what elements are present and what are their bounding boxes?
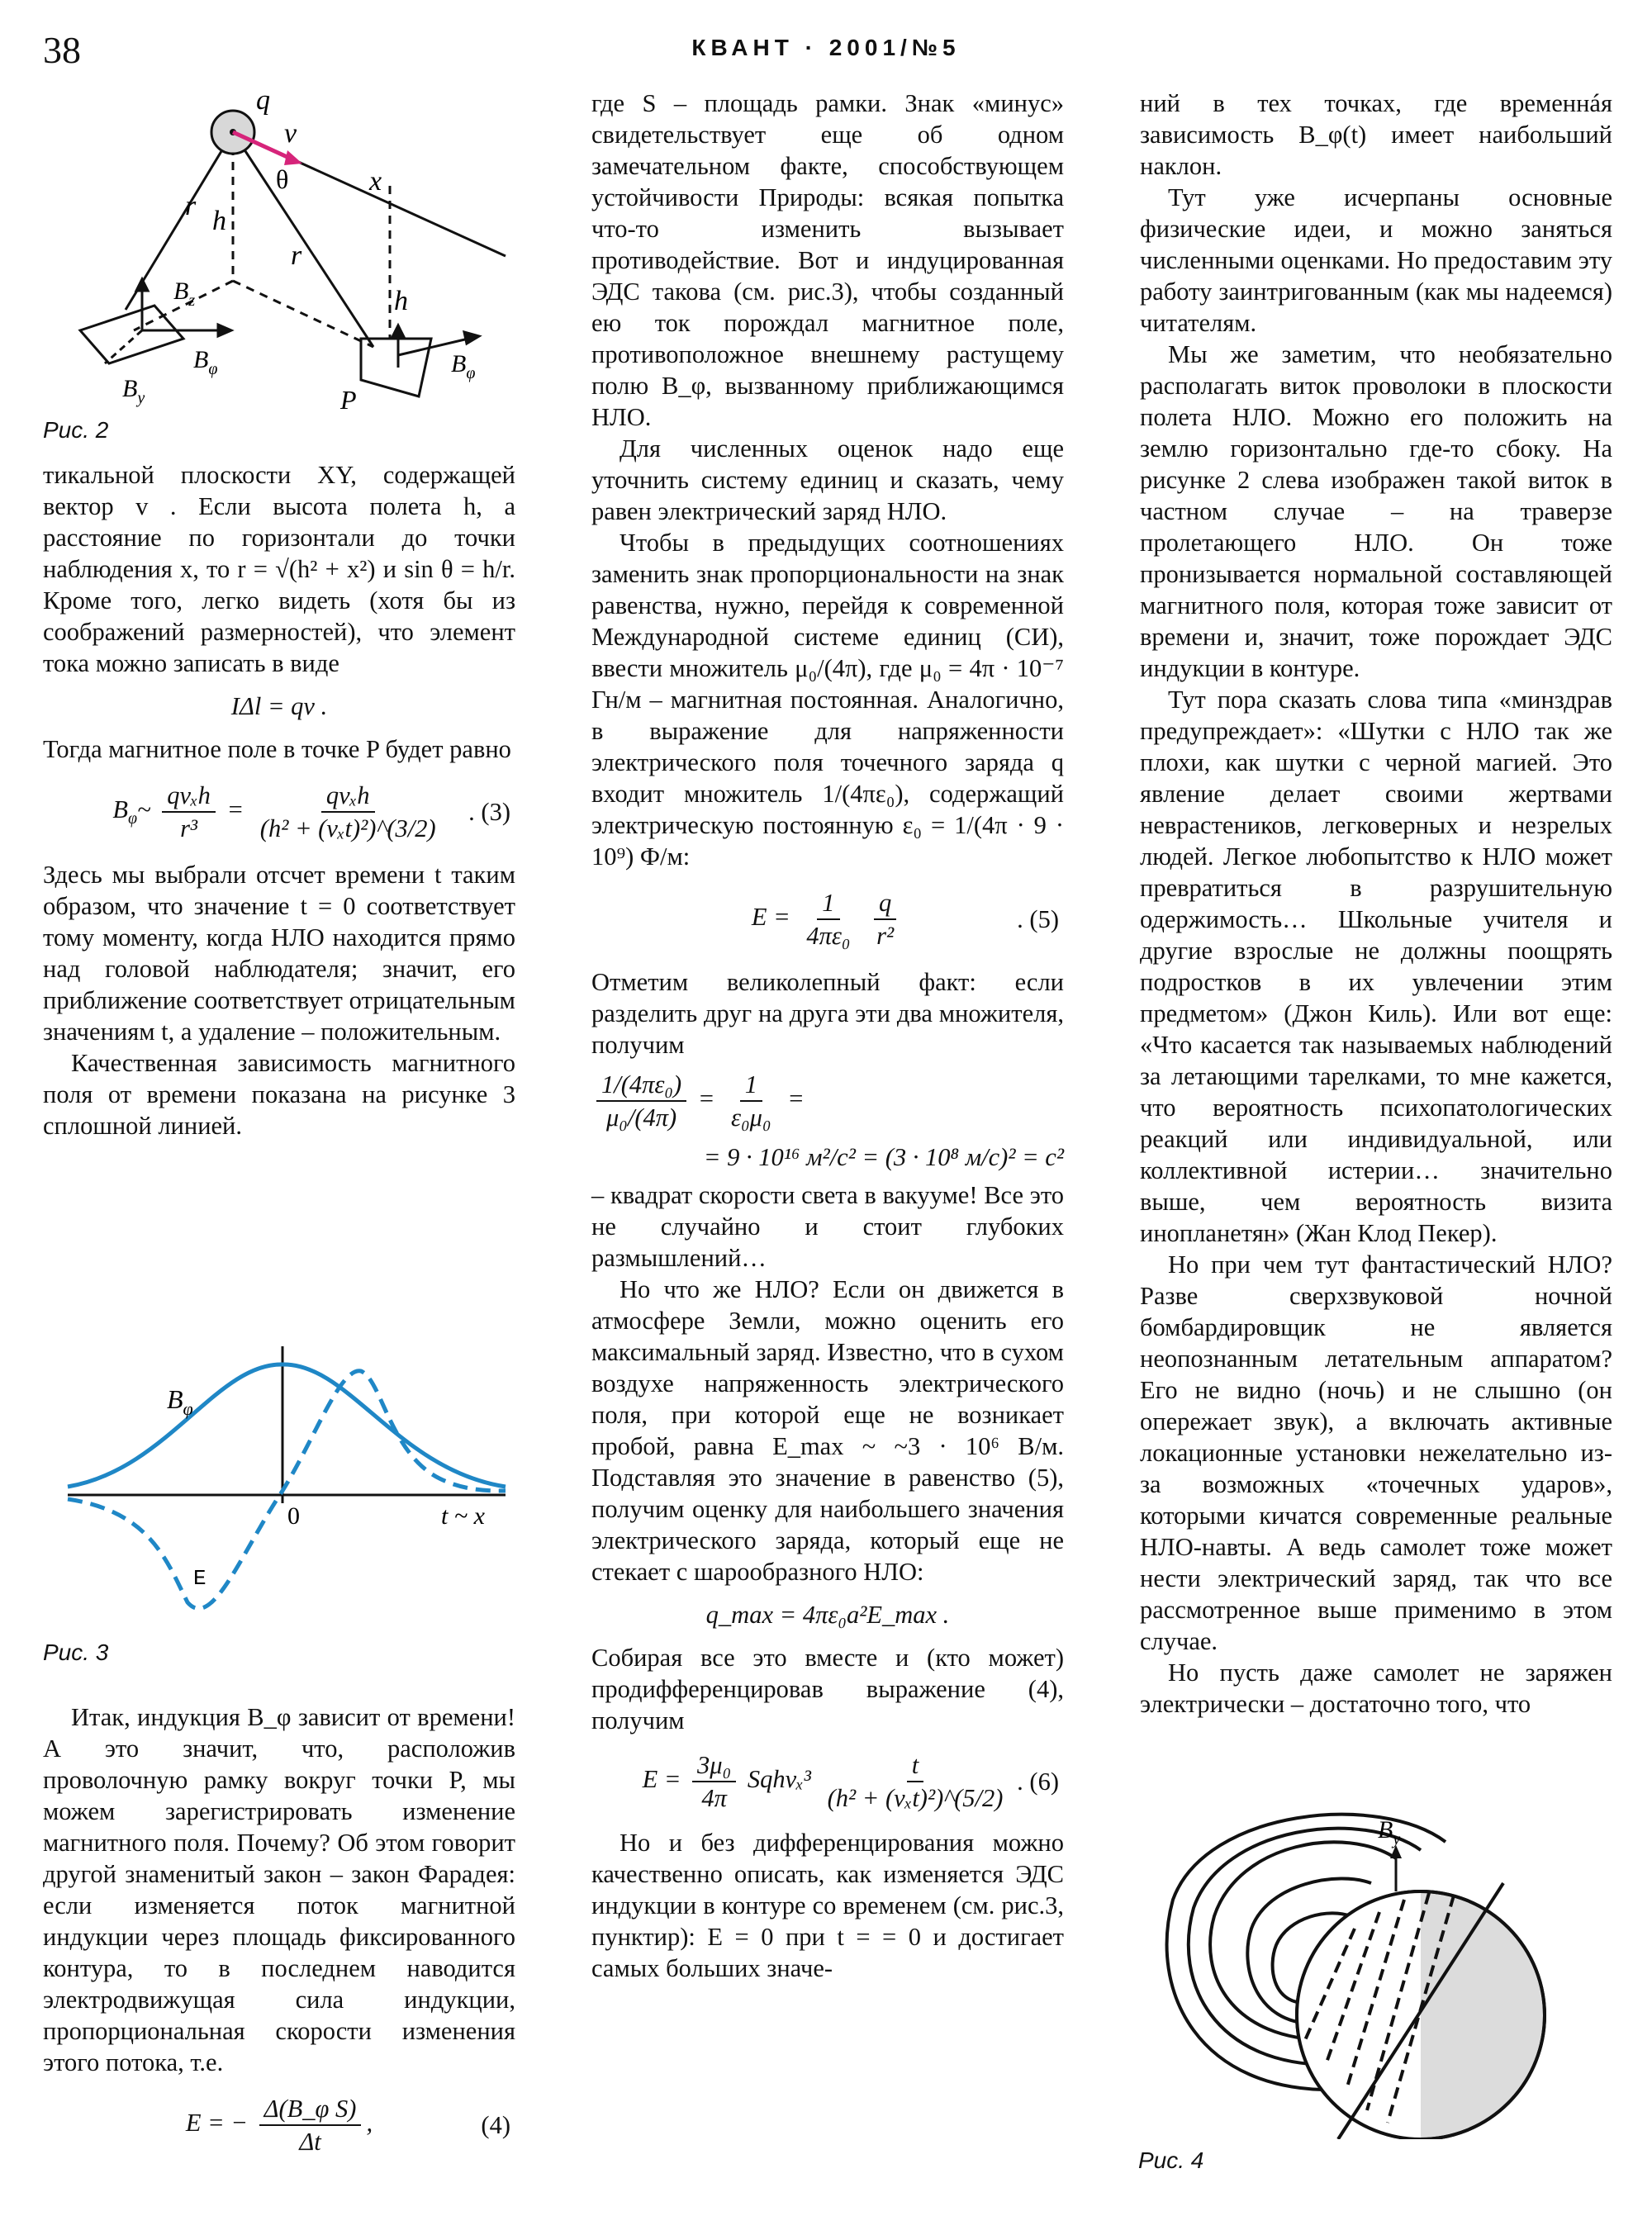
fig2-label-v: v: [284, 118, 297, 149]
c3-p4: Тут пора сказать слова типа «минздрав предупреждает»: «Шутки с НЛО так же плохи, как шутки с черной магией. Это явление делает своими жертвами неврастеников, легковерных и незрелых людей. Легкое любопытство к НЛО может превратиться в разрушительную одержимость… Школьные учителя и другие взрослые не должны поощрять подростков в их увлечении этим предметом» (Джон Киль). Или вот еще: «Что касается так называемых наблюдений за летающими тарелками, то мне кажется, что вероятность психопатологических реакций или индивидуальной, или коллективной истерии… значительно выше, чем вероятность визита инопланетян» (Жан Клод Пекер).: [1140, 686, 1612, 1247]
fig2-label-bphi1: $B_\varphi$: [193, 346, 218, 378]
eq-ratio-line2: = 9 · 10¹⁶ м²/с² = (3 · 10⁸ м/с)² = c²: [703, 1143, 1064, 1171]
fig2-label-q: q: [256, 85, 270, 116]
c1-p5: Итак, индукция B_φ зависит от времени! А это значит, что, расположив проволочную рамку вокруг точки P, мы можем зарегистрировать изменение магнитного поля. Почему? Об этом говорит другой знаменитый закон – закон Фарадея: если изменяется поток магнитной индукции через площадь фиксированного контура, то в последнем наводится электродвижущая сила индукции, пропорциональная скорости изменения этого потока, т.е.: [43, 1703, 515, 2076]
c3-p1: ний в тех точках, где временнáя зависимость B_φ(t) имеет наибольший наклон.: [1140, 89, 1612, 180]
eq-6: Ε = $\frac{\text{3μ₀}}{4\pi}$ Sqhvₓ³ $\frac{t}{\text{(h² + (vₓt)²)\textasciicircum{}(5/2)}}$ . (6): [642, 1751, 1059, 1812]
c1-p2: Тогда магнитное поле в точке P будет равно: [43, 735, 511, 763]
c3-p3: Мы же заметим, что необязательно располагать виток проволоки в плоскости полета НЛО. Можно его положить на землю горизонтально где-то сбоку. На рисунке 2 слева изображен такой виток в частном случае – на траверзе пролетающего НЛО. Он тоже пронизывается нормальной составляющей магнитного поля, которая тоже зависит от времени и, значит, тоже порождает ЭДС индукции в контуре.: [1140, 340, 1612, 682]
fig4-label-b: $B_y$: [1378, 1816, 1401, 1848]
eq-4: Ε = − $\frac{\text{Δ(B\_φ S)}}{\Delta t}$ , (4): [185, 2095, 510, 2156]
fig3-label-zero: 0: [287, 1502, 300, 1530]
journal-header: КВАНТ · 2001/№5: [691, 35, 961, 60]
fig2-label-r2: r: [291, 240, 302, 271]
fig3-label-e: Ε: [193, 1566, 206, 1591]
fig2-label-p: P: [340, 385, 357, 413]
c3-p5: Но при чем тут фантастический НЛО? Разве сверхзвуковой ночной бомбардировщик не является неопознанным летательным аппаратом? Его не видно (ночь) и не слышно (он опережает звук), а включать активные локационные установки нежелательно из-за возможных «точечных ударов», которыми кичатся современные реальные НЛО-навты. А ведь самолет тоже может нести электрический заряд, так что все рассмотренное выше применимо в этом случае.: [1140, 1250, 1612, 1655]
column-1: [43, 459, 515, 1141]
page-number: 38: [43, 29, 81, 71]
c3-p6: Но пусть даже самолет не заряжен электрически – достаточно того, что: [1140, 1658, 1612, 1718]
eq-qmax: q_max = 4πε₀a²E_max .: [705, 1601, 950, 1629]
fig3-label-t: t ~ x: [441, 1502, 485, 1530]
c2-p3: Чтобы в предыдущих соотношениях заменить знак пропорциональности на знак равенства, нужно, перейдя к современной Международной системе единиц (СИ), ввести множитель μ₀/(4π), где μ₀ = 4π · 10⁻⁷ Гн/м – магнитная постоянная. Аналогично, в выражение для напряженности электрического поля точечного заряда q входит множитель 1/(4πε₀), содержащий электрическую постоянную ε₀ = 1/(4π · 9 · 10⁹) Ф/м:: [591, 529, 1064, 871]
column-2: [591, 88, 1064, 1984]
c2-p1: где S – площадь рамки. Знак «минус» свидетельствует еще об одном замечательном факте, способствующем устойчивости Природы: всякая попытка что-то изменить вызывает противодействие. Вот и индуцированная ЭДС такова (см. рис.3), чтобы созданный ею ток порождал магнитное поле, противоположное внешнему растущему полю B_φ, вызванному приближающимся НЛО.: [591, 89, 1064, 431]
c1-p3: Здесь мы выбрали отсчет времени t таким образом, что значение t = 0 соответствует тому моменту, когда НЛО находится прямо над головой наблюдателя; значит, его приближение соответствует отрицательным значениям t, а удаление – положительным.: [43, 861, 515, 1046]
eq-ratio: $\frac{\text{1/(4πε₀)}}{\text{μ₀/(4π)}}$ = $\frac{1}{\text{ε₀μ₀}}$ =: [591, 1069, 1064, 1133]
fig3-label-b: $B_\varphi$: [167, 1384, 193, 1419]
c1-p1: тикальной плоскости XY, содержащей вектор v . Если высота полета h, а расстояние по горизонтали до точки наблюдения x, то r = √(h² + x²) и sin θ = h/r. Кроме того, легко видеть (хотя бы из соображений размерностей), что элемент тока можно записать в виде: [43, 461, 515, 677]
fig2-label-h2: h: [394, 286, 408, 316]
fig2-label-r1: r: [185, 191, 197, 221]
c1-p4: Качественная зависимость магнитного поля от времени показана на рисунке 3 сплошной линией.: [43, 1049, 515, 1140]
fig2-caption: Рис. 2: [43, 417, 109, 443]
eq-3: $B_\varphi\sim$ $\frac{\text{qvₓh}}{\text{r³}}$ = $\frac{\text{qvₓh}}{\text{(h² + (vₓt)²)\textasciicircum{}(3/2)}}$ . (3): [112, 781, 510, 842]
c2-p6: Но что же НЛО? Если он движется в атмосфере Земли, можно оценить его максимальный заряд. Известно, что в сухом воздухе напряженность электрического поля, при которой еще не возникает пробой, равна E_max ~ ~3 · 10⁶ В/м. Подставляя это значение в равенство (5), получим оценку для наибольшего значения электрического заряда, который еще не стекает с шарообразного НЛО:: [591, 1275, 1064, 1586]
eq-5: E = $\frac{1}{\text{4πε₀}}$ $\frac{q}{\text{r²}}$ . (5): [751, 889, 1059, 950]
figure-2: [43, 83, 522, 413]
fig4-caption: Рис. 4: [1138, 2147, 1204, 2173]
eq-current-element: IΔl = qv .: [230, 692, 328, 720]
c2-p2: Для численных оценок надо еще уточнить систему единиц и сказать, чему равен электрический заряд НЛО.: [591, 434, 1064, 525]
fig2-label-h1: h: [212, 206, 226, 236]
c2-p5: – квадрат скорости света в вакууме! Все это не случайно и стоит глубоких размышлений…: [591, 1181, 1064, 1272]
figure-4: [1148, 1792, 1611, 2139]
fig2-label-bphi2: $B_\varphi$: [451, 350, 476, 382]
c2-p4: Отметим великолепный факт: если разделить друг на друга эти два множителя, получим: [591, 968, 1064, 1059]
fig2-label-x: x: [369, 166, 382, 197]
fig2-label-by: $B_y$: [122, 375, 145, 407]
c2-p7: Собирая все это вместе и (кто может) продифференцировав выражение (4), получим: [591, 1644, 1064, 1734]
fig2-label-bz: $B_z$: [173, 278, 196, 310]
fig3-caption: Рис. 3: [43, 1639, 109, 1665]
c3-p2: Тут уже исчерпаны основные физические идеи, и можно заняться численными оценками. Но предоставим эту работу заинтригованным (как мы надеемся) читателям.: [1140, 183, 1612, 337]
fig2-label-theta: θ: [276, 164, 289, 194]
c2-p8: Но и без дифференцирования можно качественно описать, как изменяется ЭДС индукции в контуре со временем (см. рис.3, пунктир): Ε = 0 при t = = 0 и достигает самых больших значе-: [591, 1829, 1064, 1982]
figure-3: [43, 1346, 522, 1639]
column-1-bottom: [43, 1701, 515, 2172]
column-3: [1140, 88, 1612, 1720]
